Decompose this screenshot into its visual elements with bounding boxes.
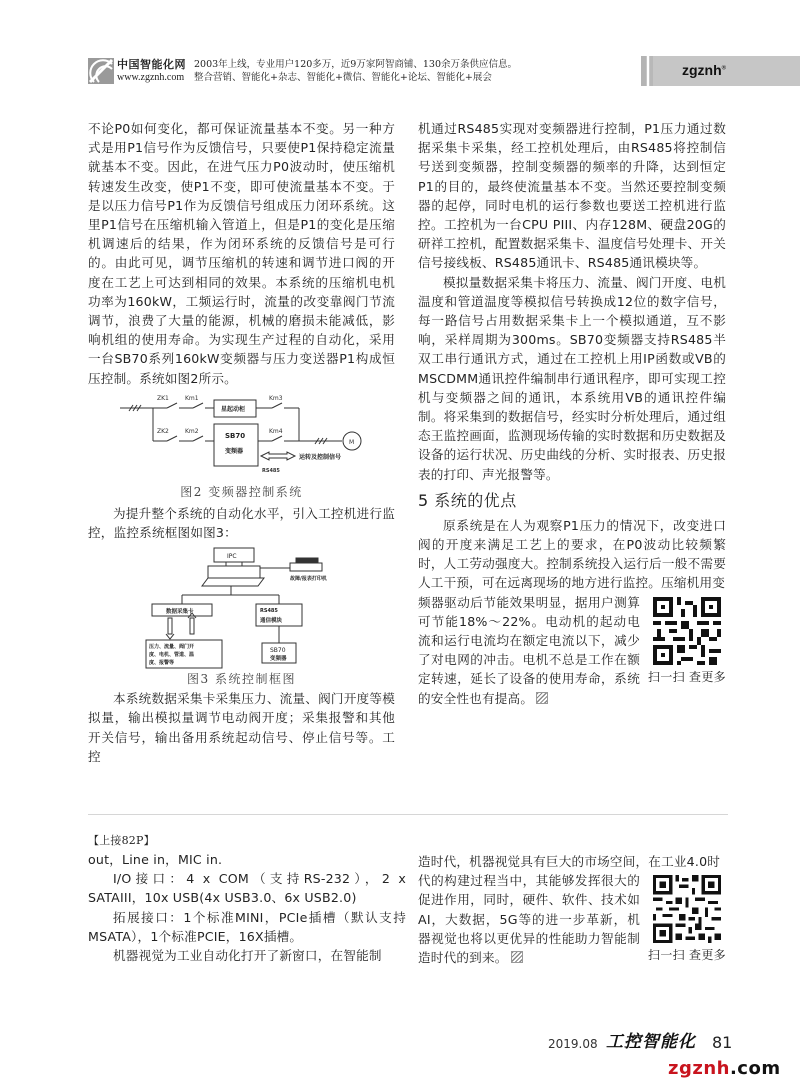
label-printer: 故障/报表打印机 — [290, 576, 327, 583]
label-rs485: RS485 — [261, 467, 280, 474]
monitoring-block-diagram — [144, 546, 339, 671]
tab-stripe — [641, 56, 646, 86]
label-control-signal: 运转及控制信号 — [298, 453, 341, 461]
end-mark-icon — [536, 692, 548, 704]
site-watermark[interactable] — [668, 1058, 781, 1080]
figure-2-caption: 图2 变频器控制系统 — [180, 484, 303, 499]
body-paragraph: 拓展接口：1个标准MINI，PCIe插槽（默认支持MSATA），1个标准PCIE，16X插槽。 — [88, 909, 406, 944]
body-paragraph: 机通过RS485实现对变频器进行控制，P1压力通过数据采集卡采集，经工控机处理后，由RS485将控制信号送到变频器，控制变频器的频率的升降，达到恒定P1的目的，最终使流量基本不变。当然还要控制变频器的起停，同时电机的运行参数也要送工控机进行监控。工控机为一台CPU PIII、内存128M、硬盘20G的研祥工控机，配置数据采集卡、温度信号处理卡、开关信号接线板、RS485通讯卡、RS485通讯模块等。 — [418, 121, 726, 271]
body-paragraph: out，Line in，MIC in. — [88, 852, 223, 867]
zgznh-logo-icon — [88, 58, 114, 84]
label-comm-module: 通信模块 — [260, 618, 283, 625]
bottom-left-column — [88, 832, 406, 965]
figure-2 — [117, 392, 367, 484]
label-km4: Km4 — [268, 427, 283, 435]
brand-url[interactable]: www.zgznh.com — [117, 72, 185, 83]
end-mark-icon — [511, 951, 523, 963]
figure-3-caption: 图3 系统控制框图 — [187, 672, 296, 687]
qr-caption: 扫一扫 查更多 — [648, 669, 726, 684]
page-number: 81 — [712, 1033, 733, 1052]
tab-logo-text — [682, 62, 726, 78]
label-motor: M — [348, 438, 354, 446]
site-name: zgznh — [668, 1058, 730, 1079]
label-zk1: ZK1 — [156, 394, 169, 402]
body-paragraph: I/O接口：4 x COM（支持RS-232），2 x SATAIII，10x USB(4x USB3.0、6x USB2.0) — [88, 871, 406, 906]
header-tagline-1: 2003年上线，专业用户120多万，近9万家阿智商铺、130余万条供应信息。 — [194, 59, 517, 70]
issue-date: 2019.08 — [548, 1037, 598, 1051]
label-km1: Km1 — [184, 394, 199, 402]
body-paragraph: 为提升整个系统的自动化水平，引入工控机进行监控，监控系统框图如图3： — [88, 505, 395, 541]
body-text: 代的构建过程当中，其能够发挥很大的促进作用，同时，硬件、软件、技术如 AI，大数据，5G等的进一步革新，机器视觉也将以更优异的性能助力智能制造时代的到来。 — [418, 873, 640, 966]
label-inverter: 变频器 — [224, 447, 243, 455]
site-tld: .com — [729, 1058, 781, 1079]
bottom-right-column — [418, 852, 726, 967]
inverter-circuit-diagram — [117, 392, 367, 484]
tab-gap — [647, 56, 649, 86]
body-paragraph: 模拟量数据采集卡将压力、流量、阀门开度、电机温度和管道温度等模拟信号转换成12位的数字信号，每一路信号占用数据采集卡上一个模拟通道，互不影响，采样周期为300ms。SB70变频器支持RS485半双工串行通讯方式，通过在工控机上用IP函数或VB的MSCDMM通讯控件编制串行通讯程序，即可实现工控机与变频器之间的通讯，本系统用VB的通讯控件编制。将采集到的数据信号，经实时分析处理后，通过组态王监控画面，监测现场传输的实时数据和历史数据及设备的运行状况、历史曲线的分析、实时报表、历史报表的打印、声光报警等。 — [418, 274, 726, 482]
qr-code-icon[interactable] — [653, 597, 721, 665]
continued-from-label: 【上接82P】 — [88, 834, 155, 847]
label-ipc: IPC — [227, 553, 237, 561]
label-daq-card: 数据采集卡 — [166, 609, 194, 616]
label-km3: Km3 — [268, 394, 283, 402]
figure-3 — [144, 546, 339, 671]
body-paragraph: 不论P0如何变化，都可保证流量基本不变。另一种方式是用P1信号作为反馈信号，只要使P1保持稳定流量就基本不变。因此，在进气压力P0波动时，使压缩机转速发生改变，使P1不变，即可使流量基本不变。于是以压力信号P1作为反馈信号组成压力闭环系统。这里P1信号在压缩机输入管道上，但是P1的变化是压缩机调速后的结果，作为闭环系统的反馈信号是可行的。由此可见，调节压缩机的转速和调节进口阀的开度在工艺上可达到相同的效果。本系统的压缩机电机功率为160kW，工频运行时，流量的改变靠阀门节流调节，浪费了大量的能源，机械的磨损未能减低，影响机组的使用寿命。为实现生产过程的自动化，采用一台SB70系列160kW变频器与压力变送器P1构成恒压控制。系统如图2所示。 — [88, 121, 395, 386]
label-sensors-2: 度、电机、管道、温 — [149, 652, 195, 659]
label-sb70: SB70 — [270, 647, 286, 655]
section-divider — [88, 814, 728, 815]
body-paragraph: 原系统是在人为观察P1压力的情况下，改变进口阀的开度来满足工艺上的要求，在P0波动比较频繁时，人工劳动强度大。控制系统投入运行后一般不需要人工干预，可在远离现场的地方进行监控。压缩机用变 — [418, 517, 726, 591]
label-rs485-module: RS485 — [260, 608, 278, 615]
header-tagline-2: 整合营销、智能化+杂志、智能化+微信、智能化+论坛、智能化+展会 — [194, 72, 492, 83]
qr-block — [648, 875, 726, 963]
left-column — [88, 119, 395, 766]
header-brand-tab — [641, 56, 800, 86]
label-sensors-1: 压力、流量、阀门开 — [149, 644, 195, 651]
brand-name: 中国智能化网 — [117, 58, 186, 71]
qr-code-icon[interactable] — [653, 875, 721, 943]
label-zk2: ZK2 — [156, 427, 169, 435]
label-sb70: SB70 — [224, 431, 245, 440]
body-paragraph: 造时代，机器视觉具有巨大的市场空间，在工业4.0时 — [418, 854, 721, 869]
qr-block — [648, 597, 726, 685]
tab-logo-word: zgznh — [682, 62, 722, 78]
section-heading: 5 系统的优点 — [418, 490, 517, 510]
label-star-starter: 星起动柜 — [220, 405, 245, 413]
tab-stripe — [650, 56, 653, 86]
right-column — [418, 119, 726, 708]
label-inverter: 变频器 — [270, 656, 287, 663]
qr-caption: 扫一扫 查更多 — [648, 948, 726, 963]
registered-mark: ® — [721, 65, 727, 72]
label-km2: Km2 — [184, 427, 199, 435]
magazine-name: 工控智能化 — [606, 1032, 696, 1052]
body-text: 频器驱动后节能效果明显，据用户测算可节能18%～22%。电动机的起动电流和运行电流均在额定电流以下，减少了对电网的冲击。电机不总是工作在额定转速，延长了设备的使用寿命，系统的安全性也有提高。 — [418, 594, 640, 706]
page-header — [88, 57, 517, 85]
label-sensors-3: 度、报警等 — [149, 660, 175, 667]
body-paragraph: 本系统数据采集卡采集压力、流量、阀门开度等模拟量，输出模拟量调节电动阀开度；采集报警和其他开关信号，输出备用系统起动信号、停止信号等。工控 — [88, 691, 395, 764]
body-paragraph: 机器视觉为工业自动化打开了新窗口，在智能制 — [113, 948, 382, 964]
